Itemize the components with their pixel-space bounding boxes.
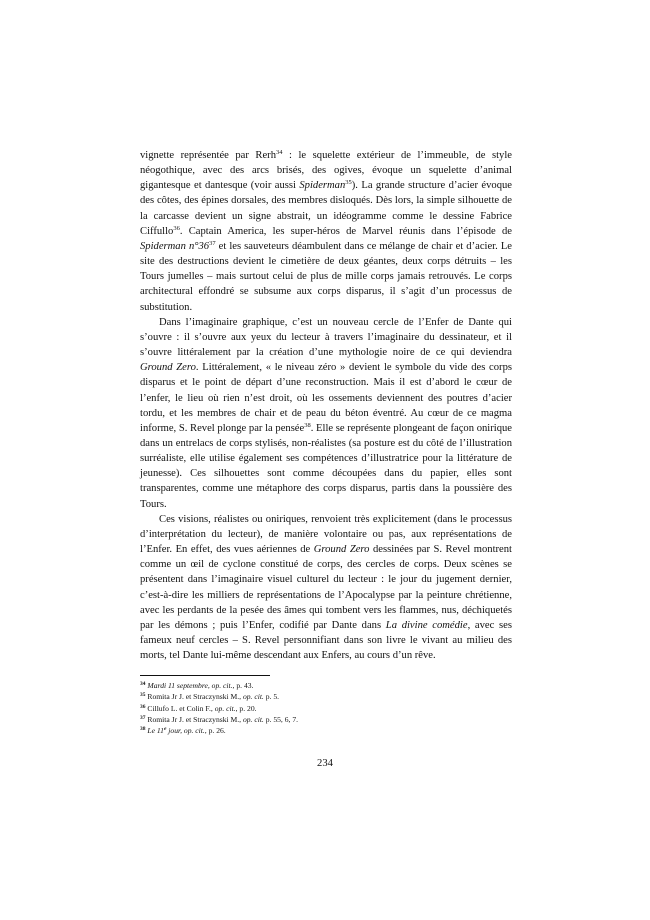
text-run: vignette représentée par Rerh	[140, 150, 277, 161]
footnote-marker: 34	[276, 149, 283, 156]
footnote-number: 38	[140, 726, 146, 733]
italic-text: op. cit.	[242, 714, 264, 724]
footnotes	[140, 680, 512, 736]
text-run: et les sauveteurs déambulent dans ce mélange de chair et d’acier. Le site des destructions devient le cimetière de deux géantes, deux corps détruits – les Tours jumelles – mais surtout celui de plus de mille corps jamais retrouvés. Le corps architectural effondré se subsume aux corps disparus, il s’agit d’un processus de substitution.	[140, 240, 512, 313]
text-run: . Elle se représente plongeant de façon onirique dans un entrelacs de corps stylisés, non-réalistes (sa posture est du côté de l’illustration surréaliste, elle utilise également ses compétences d’illustratrice pour la littérature de jeunesse). Ces silhouettes sont comme découpées dans du papier, elles sont transparentes, comme une métaphore des corps disparus, partis dans la poussière des Tours.	[140, 422, 512, 510]
footnote	[140, 714, 512, 725]
body-text	[140, 148, 512, 663]
paragraph	[140, 512, 512, 664]
footnote	[140, 680, 512, 691]
footnote	[140, 691, 512, 702]
italic-text: Ground Zero	[313, 544, 370, 556]
footnote-marker: e	[163, 726, 167, 733]
footnote-number: 35	[140, 692, 146, 699]
italic-text: jour, op. cit.	[166, 726, 205, 736]
text-run: Cillufo L. et Colin F.,	[147, 703, 215, 713]
text-run: Romita Jr J. et Straczynski M.,	[147, 714, 243, 724]
italic-text: op. cit.	[214, 703, 236, 713]
page-number: 234	[317, 758, 333, 769]
text-run: ). La grande structure d’acier évoque des côtes, des épines dorsales, des membres disloqués. Dès lors, la simple silhouette de la carcasse devient un signe abstrait, un idéogramme comme le dessine Fabrice Ciffullo	[140, 180, 512, 237]
text-run: . Captain America, les super-héros de Marvel réunis dans l’épisode de	[179, 225, 512, 237]
text-run: : le squelette extérieur de l’immeuble, de style néogothique, avec des arcs brisés, des ogives, évoque un squelette d’animal gigantesque et dantesque (voir aussi	[140, 150, 512, 192]
italic-text: Ground Zero	[140, 362, 196, 374]
italic-text: Spiderman	[299, 180, 346, 192]
footnote-separator	[140, 675, 270, 676]
text-run: Ces visions, réalistes ou oniriques, renvoient très explicitement (dans le processus d’interprétation du lecteur), de manière volontaire ou pas, aux représentations de l’Enfer. En effet, des vues aériennes de	[140, 513, 512, 556]
paragraph	[140, 148, 512, 315]
footnote	[140, 703, 512, 714]
footnote-marker: 38	[304, 421, 311, 429]
text-run: , p. 20.	[235, 703, 257, 713]
text-run: p. 5.	[263, 692, 280, 702]
italic-text: Mardi 11 septembre, op. cit.	[147, 681, 233, 690]
text-run: Romita Jr J. et Straczynski M.,	[147, 692, 243, 702]
footnote	[140, 725, 512, 736]
text-run: Dans l’imaginaire graphique, c’est un nouveau cercle de l’Enfer de Dante qui s’ouvre : il s’ouvre aux yeux du lecteur à travers l’imaginaire du dessinateur, et il s’ouvre littéralement par la création d’une mythologie noire de ce qui deviendra	[140, 316, 512, 359]
text-run: p. 55, 6, 7.	[263, 714, 299, 724]
text-run: . Littéralement, « le niveau zéro » devient le symbole du vide des corps disparus et le point de départ d’une reconstruction. Mais il est d’abord le cœur de l’enfer, le lieu où rien n’est droit, où les ossements deviennent des poutres d’acier tordu, et les membres de chair et de peau du béton éventré. Au cœur de ce magma informe, S. Revel plonge par la pensée	[140, 362, 512, 434]
paragraph	[140, 315, 512, 512]
footnote-number: 36	[140, 703, 146, 710]
text-run: , p. 43.	[232, 681, 254, 690]
text-run: dessinées par S. Revel montrent comme un œil de cyclone constitué de corps, des cercles de corps. Deux scènes se présentent dans l’imaginaire visuel culturel du lecteur : le jour du jugement dernier, c’est-à-dire les milliers de représentations de l’Apocalypse par la peinture chrétienne, avec les perdants de la pesée des âmes qui tombent vers les flammes, nus, déchiquetés par les démons ; puis l’Enfer, codifié par Dante dans	[140, 544, 513, 631]
italic-text: Le 11	[147, 726, 164, 736]
italic-text: La divine comédie	[385, 619, 468, 631]
footnote-number: 37	[140, 714, 146, 721]
footnote-marker: 37	[209, 239, 216, 247]
footnote-number: 34	[140, 681, 146, 687]
footnote-marker: 35	[345, 179, 352, 187]
footnote-marker: 36	[173, 224, 180, 232]
text-run: , avec ses fameux neuf cercles – S. Revel personnifiant dans son livre le vivant au milieu des morts, tel Dante lui-même descendant aux Enfers, au cours d’un rêve.	[140, 619, 512, 662]
italic-text: op. cit.	[242, 692, 264, 702]
italic-text: Spiderman n°36	[140, 240, 210, 252]
text-run: , p. 26.	[204, 726, 226, 736]
